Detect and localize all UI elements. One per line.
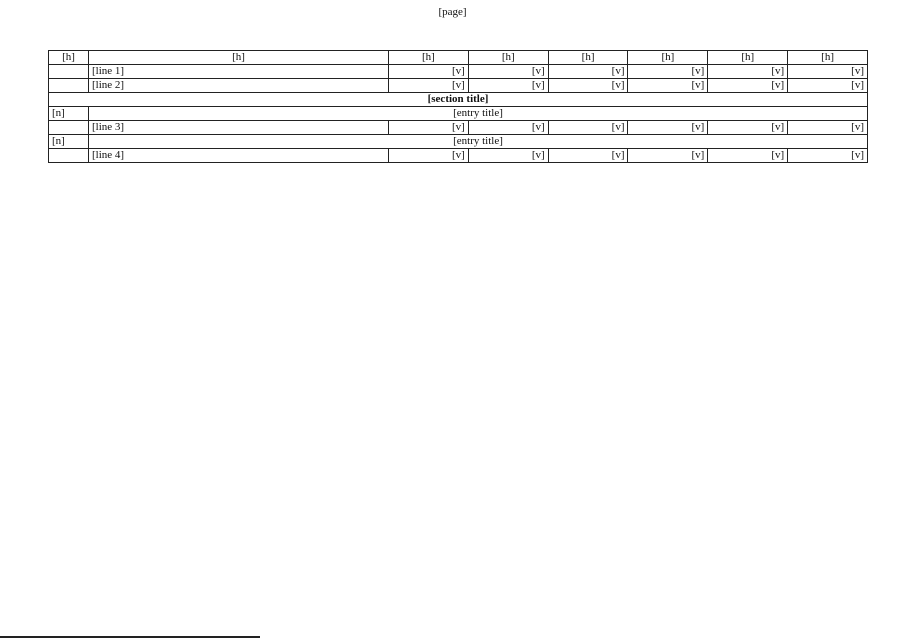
row-value: [v]: [628, 65, 708, 79]
row-value: [v]: [468, 65, 548, 79]
footer-rule: [0, 636, 260, 638]
row-label: [line 4]: [89, 149, 389, 163]
row-value: [v]: [628, 149, 708, 163]
header-cell: [h]: [89, 51, 389, 65]
row-value: [v]: [468, 121, 548, 135]
row-value: [v]: [708, 65, 788, 79]
row-value: [v]: [389, 121, 469, 135]
row-label: [line 3]: [89, 121, 389, 135]
header-cell: [h]: [548, 51, 628, 65]
row-number: [49, 79, 89, 93]
header-cell: [h]: [468, 51, 548, 65]
header-cell: [h]: [788, 51, 868, 65]
row-number: [49, 121, 89, 135]
header-cell: [h]: [49, 51, 89, 65]
row-number: [49, 149, 89, 163]
row-value: [v]: [548, 65, 628, 79]
row-value: [v]: [389, 79, 469, 93]
table-row: [49, 121, 868, 135]
row-value: [v]: [708, 79, 788, 93]
row-value: [v]: [788, 149, 868, 163]
row-label: [line 2]: [89, 79, 389, 93]
header-cell: [h]: [389, 51, 469, 65]
row-value: [v]: [788, 121, 868, 135]
entry-row: [49, 107, 868, 121]
table-row: [49, 79, 868, 93]
table-row: [49, 149, 868, 163]
entry-title: [entry title]: [89, 107, 868, 121]
section-title: [section title]: [49, 93, 868, 107]
row-value: [v]: [548, 149, 628, 163]
entry-title: [entry title]: [89, 135, 868, 149]
row-label: [line 1]: [89, 65, 389, 79]
header-cell: [h]: [628, 51, 708, 65]
row-value: [v]: [468, 149, 548, 163]
row-value: [v]: [708, 121, 788, 135]
entry-number: [n]: [49, 135, 89, 149]
row-value: [v]: [389, 149, 469, 163]
row-value: [v]: [788, 65, 868, 79]
row-value: [v]: [389, 65, 469, 79]
row-value: [v]: [628, 79, 708, 93]
row-value: [v]: [628, 121, 708, 135]
row-value: [v]: [708, 149, 788, 163]
row-value: [v]: [548, 79, 628, 93]
header-row: [49, 51, 868, 65]
section-row: [49, 93, 868, 107]
row-value: [v]: [548, 121, 628, 135]
entry-number: [n]: [49, 107, 89, 121]
row-value: [v]: [468, 79, 548, 93]
tariff-table: [48, 50, 868, 163]
page-number: [page]: [438, 6, 467, 18]
table-row: [49, 65, 868, 79]
row-value: [v]: [788, 79, 868, 93]
header-cell: [h]: [708, 51, 788, 65]
entry-row: [49, 135, 868, 149]
row-number: [49, 65, 89, 79]
